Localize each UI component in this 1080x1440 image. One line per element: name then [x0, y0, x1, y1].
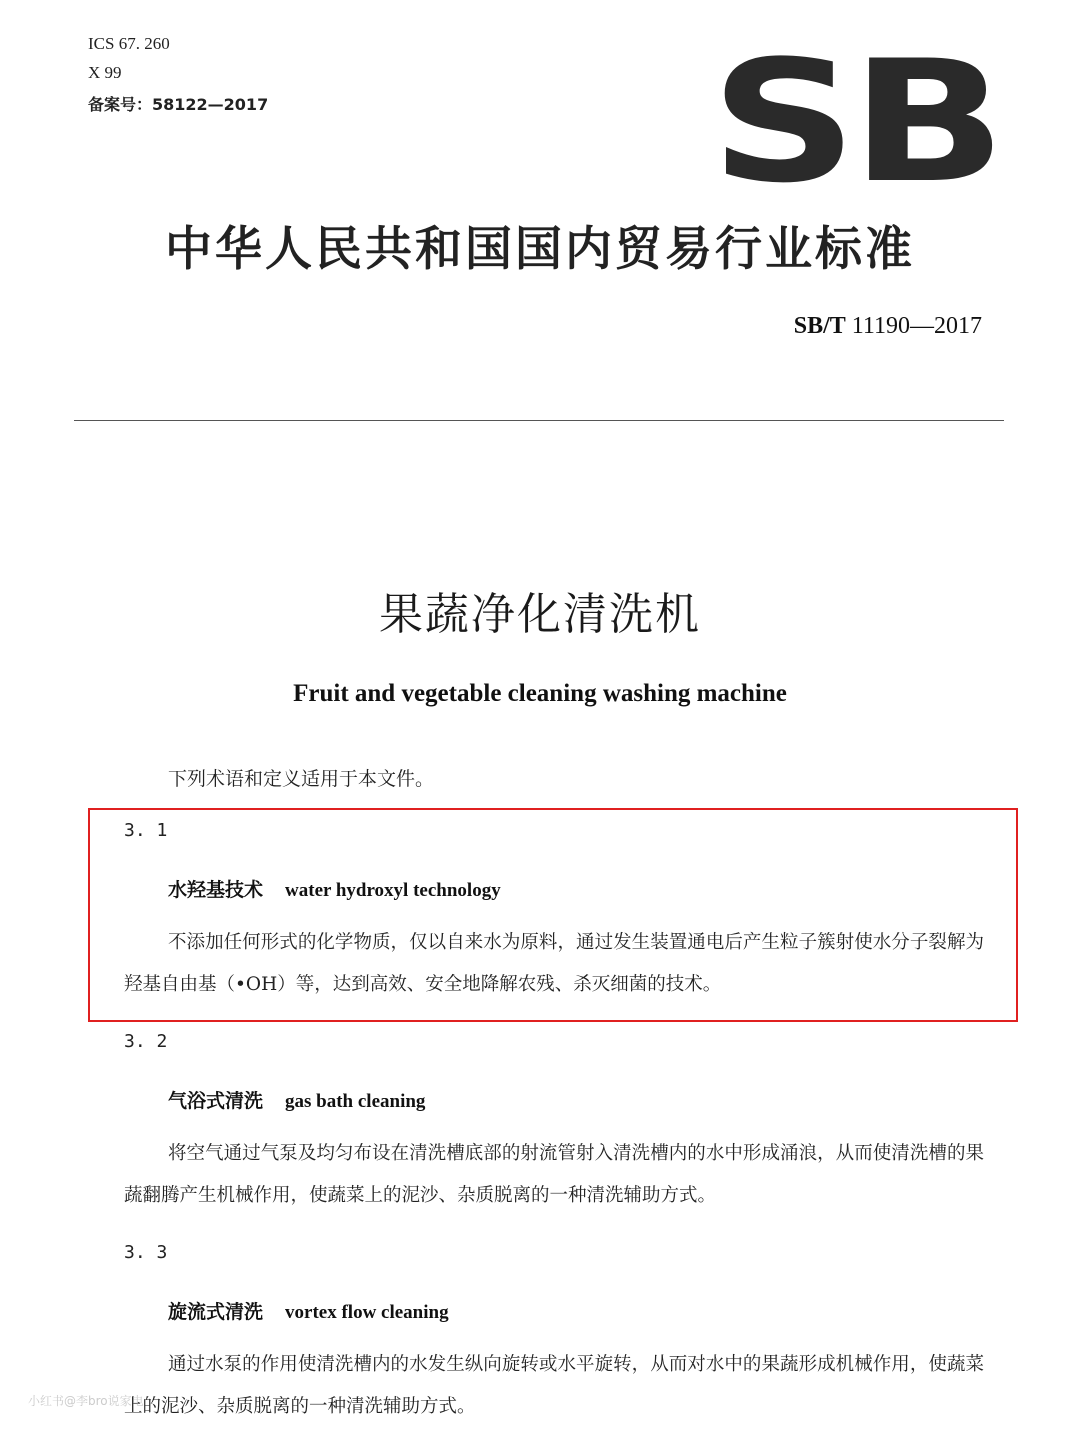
term-name-en: gas bath cleaning: [285, 1091, 426, 1112]
standard-prefix: SB/T: [793, 313, 846, 339]
standard-category-title: 中华人民共和国国内贸易行业标准: [165, 222, 915, 277]
term-number: 3. 1: [124, 820, 168, 841]
ics-code: ICS 67. 260: [88, 34, 170, 53]
term-name-cn: 气浴式清洗: [168, 1090, 264, 1112]
term-name-en: water hydroxyl technology: [285, 880, 501, 901]
record-number: 备案号：58122—2017: [88, 95, 269, 114]
term-heading: [168, 1297, 449, 1324]
term-name-en: vortex flow cleaning: [285, 1302, 449, 1323]
header-divider: [74, 420, 1004, 421]
term-definition: 通过水泵的作用使清洗槽内的水发生纵向旋转或水平旋转，从而对水中的果蔬形成机械作用，使蔬菜上的泥沙、杂质脱离的一种清洗辅助方式。: [124, 1354, 984, 1417]
watermark: 小红书@李bro说家电: [28, 1394, 144, 1408]
document-title-en: Fruit and vegetable cleaning washing machine: [293, 680, 787, 707]
term-number: 3. 2: [124, 1031, 168, 1052]
term-number: 3. 3: [124, 1242, 168, 1263]
intro-text: 下列术语和定义适用于本文件。: [168, 768, 435, 790]
term-heading: [168, 1086, 425, 1113]
classification-code: X 99: [88, 63, 122, 82]
term-definition: 不添加任何形式的化学物质，仅以自来水为原料，通过发生装置通电后产生粒子簇射使水分子裂解为羟基自由基（•OH）等，达到高效、安全地降解农残、杀灭细菌的技术。: [124, 932, 984, 995]
term-definition: 将空气通过气泵及均匀布设在清洗槽底部的射流管射入清洗槽内的水中形成涌浪，从而使清洗槽的果蔬翻腾产生机械作用，使蔬菜上的泥沙、杂质脱离的一种清洗辅助方式。: [124, 1143, 984, 1206]
standard-number-value: 11190—2017: [845, 313, 982, 339]
standard-number: [794, 313, 982, 340]
sb-logo: SB: [710, 24, 1000, 220]
term-name-cn: 水羟基技术: [168, 879, 264, 901]
term-heading: [168, 875, 501, 902]
term-name-cn: 旋流式清洗: [168, 1301, 264, 1323]
document-title-cn: 果蔬净化清洗机: [379, 589, 701, 640]
